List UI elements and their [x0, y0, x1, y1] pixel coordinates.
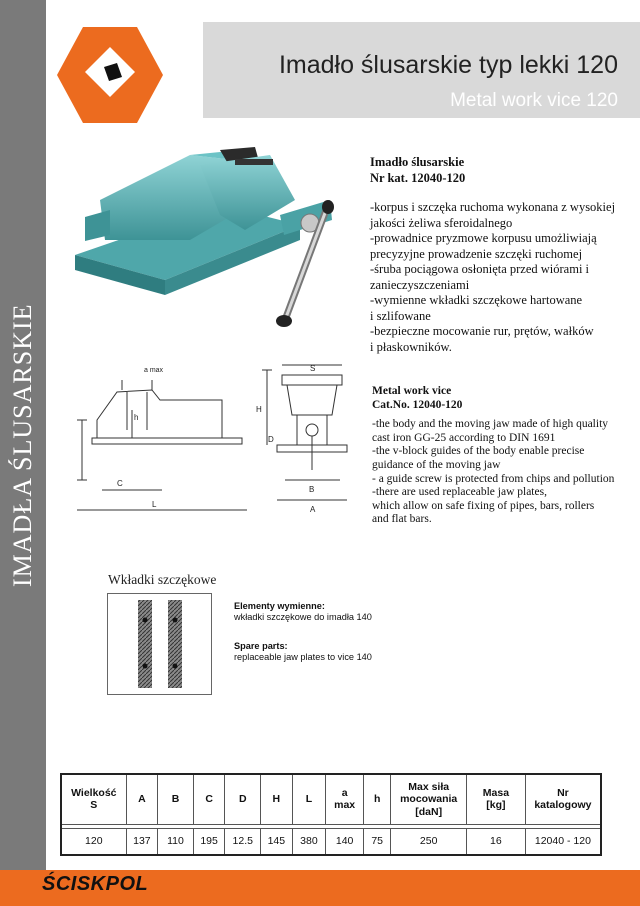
table-row: [61, 828, 601, 855]
description-en-line: which allow on safe fixing of pipes, bars, rollers: [372, 499, 595, 512]
table-header-text: katalogowy: [534, 799, 592, 812]
header-title-box: [203, 22, 640, 118]
jaw-plates-image: [126, 598, 196, 690]
spec-table: [60, 773, 602, 856]
table-cell: 380: [292, 828, 326, 855]
description-en-line: - a guide screw is protected from chips and pollution: [372, 472, 615, 485]
table-header-cell: [225, 774, 261, 824]
table-header-text: C: [205, 793, 213, 805]
drawing-label-d: D: [268, 435, 274, 444]
table-header-cell: [525, 774, 601, 824]
description-en-line: guidance of the moving jaw: [372, 458, 501, 471]
table-header-cell: [391, 774, 467, 824]
jaw-plates-image-frame: [107, 593, 212, 695]
table-header-text: Nr: [557, 786, 569, 799]
description-pl-line: -prowadnice pryzmowe korpusu umożliwiają: [370, 231, 597, 245]
table-header-text: [kg]: [486, 799, 506, 812]
table-cell: 137: [126, 828, 158, 855]
description-en-line: cast iron GG-25 according to DIN 1691: [372, 431, 556, 444]
table-cell: 75: [364, 828, 391, 855]
table-cell: 145: [261, 828, 293, 855]
table-header-cell: [292, 774, 326, 824]
table-cell: 195: [193, 828, 225, 855]
table-cell: 250: [391, 828, 467, 855]
drawing-label-a: A: [310, 505, 316, 514]
spare-parts-text-en: replaceable jaw plates to vice 140: [234, 652, 372, 662]
description-pl-line: -bezpieczne mocowanie rur, prętów, wałków: [370, 324, 594, 338]
table-cell: 140: [326, 828, 364, 855]
drawing-label-c: C: [117, 479, 123, 488]
table-header-text: [daN]: [415, 805, 443, 818]
table-header-text: B: [171, 793, 180, 805]
table-header-text: a: [341, 786, 348, 799]
table-header-cell: [61, 774, 126, 824]
table-cell: 16: [466, 828, 525, 855]
drawing-label-h-upper: H: [256, 405, 262, 414]
table-header-cell: [364, 774, 391, 824]
company-logo-icon: [55, 25, 165, 125]
table-header-text: Wielkość: [71, 786, 117, 799]
table-cell: 12.5: [225, 828, 261, 855]
table-cell: 110: [158, 828, 194, 855]
drawing-label-b: B: [309, 485, 315, 494]
table-header-text: S: [90, 799, 98, 812]
page-subtitle: Metal work vice 120: [450, 90, 618, 111]
spare-parts-label-pl: Elementy wymienne:: [234, 601, 325, 611]
spare-parts-text-pl: wkładki szczękowe do imadła 140: [234, 612, 372, 622]
description-pl-catalog: Nr kat. 12040-120: [370, 170, 466, 185]
inserts-title: Wkładki szczękowe: [108, 572, 217, 587]
spare-parts-label-en: Spare parts:: [234, 641, 288, 651]
description-pl-line: i szlifowane: [370, 308, 431, 323]
brand-logo: ŚCISKPOL: [42, 873, 149, 895]
vice-photo: [70, 145, 345, 335]
description-pl-line: -korpus i szczęka ruchoma wykonana z wysokiej: [370, 200, 616, 214]
description-pl-line: precyzyjne prowadzenie szczęki ruchomej: [370, 246, 583, 261]
drawing-label-amax: a max: [144, 367, 164, 374]
description-en-line: -there are used replaceable jaw plates,: [372, 486, 547, 499]
table-header-cell: [466, 774, 525, 824]
description-pl-line: -wymienne wkładki szczękowe hartowane: [370, 293, 583, 307]
description-pl-line: -śruba pociągowa osłonięta przed wiórami i: [370, 262, 590, 276]
table-header-cell: [261, 774, 293, 824]
table-header-text: max: [334, 799, 356, 812]
spec-table-header-row: [61, 774, 601, 824]
drawing-label-h: h: [134, 413, 139, 422]
sidebar-vertical-title: IMADŁA ŚLUSARSKIE: [8, 303, 37, 587]
description-pl-line: zanieczyszczeniami: [370, 277, 470, 292]
table-header-text: Masa: [482, 786, 510, 799]
sidebar: [0, 0, 46, 906]
table-header-text: L: [305, 793, 313, 805]
technical-drawing: [72, 360, 362, 520]
description-en-line: -the body and the moving jaw made of high quality: [372, 418, 609, 431]
table-header-cell: [326, 774, 364, 824]
table-header-text: D: [238, 793, 247, 805]
table-header-text: A: [138, 793, 146, 805]
description-pl-line: jakości żeliwa sferoidalnego: [370, 215, 513, 230]
table-header-text: mocowania: [400, 793, 458, 805]
description-en-line: -the v-block guides of the body enable precise: [372, 445, 585, 458]
drawing-label-s: S: [310, 364, 316, 373]
table-header-text: h: [373, 793, 381, 805]
description-pl: [370, 155, 632, 355]
table-header-cell: [158, 774, 194, 824]
table-header-text: H: [272, 793, 281, 805]
page-title: Imadło ślusarskie typ lekki 120: [278, 51, 618, 79]
description-en-catalog: Cat.No. 12040-120: [372, 398, 463, 411]
description-pl-line: i płaskowników.: [370, 339, 452, 354]
description-en: [372, 385, 634, 527]
description-en-line: and flat bars.: [372, 513, 432, 526]
table-header-cell: [126, 774, 158, 824]
description-pl-heading: Imadło ślusarskie: [370, 155, 465, 169]
description-en-heading: Metal work vice: [372, 385, 452, 397]
table-cell: 120: [61, 828, 126, 855]
spare-parts-info: [234, 601, 372, 663]
table-header-text: Max siła: [408, 780, 450, 793]
drawing-label-l: L: [152, 500, 157, 509]
table-cell: 12040 - 120: [525, 828, 601, 855]
table-header-cell: [193, 774, 225, 824]
